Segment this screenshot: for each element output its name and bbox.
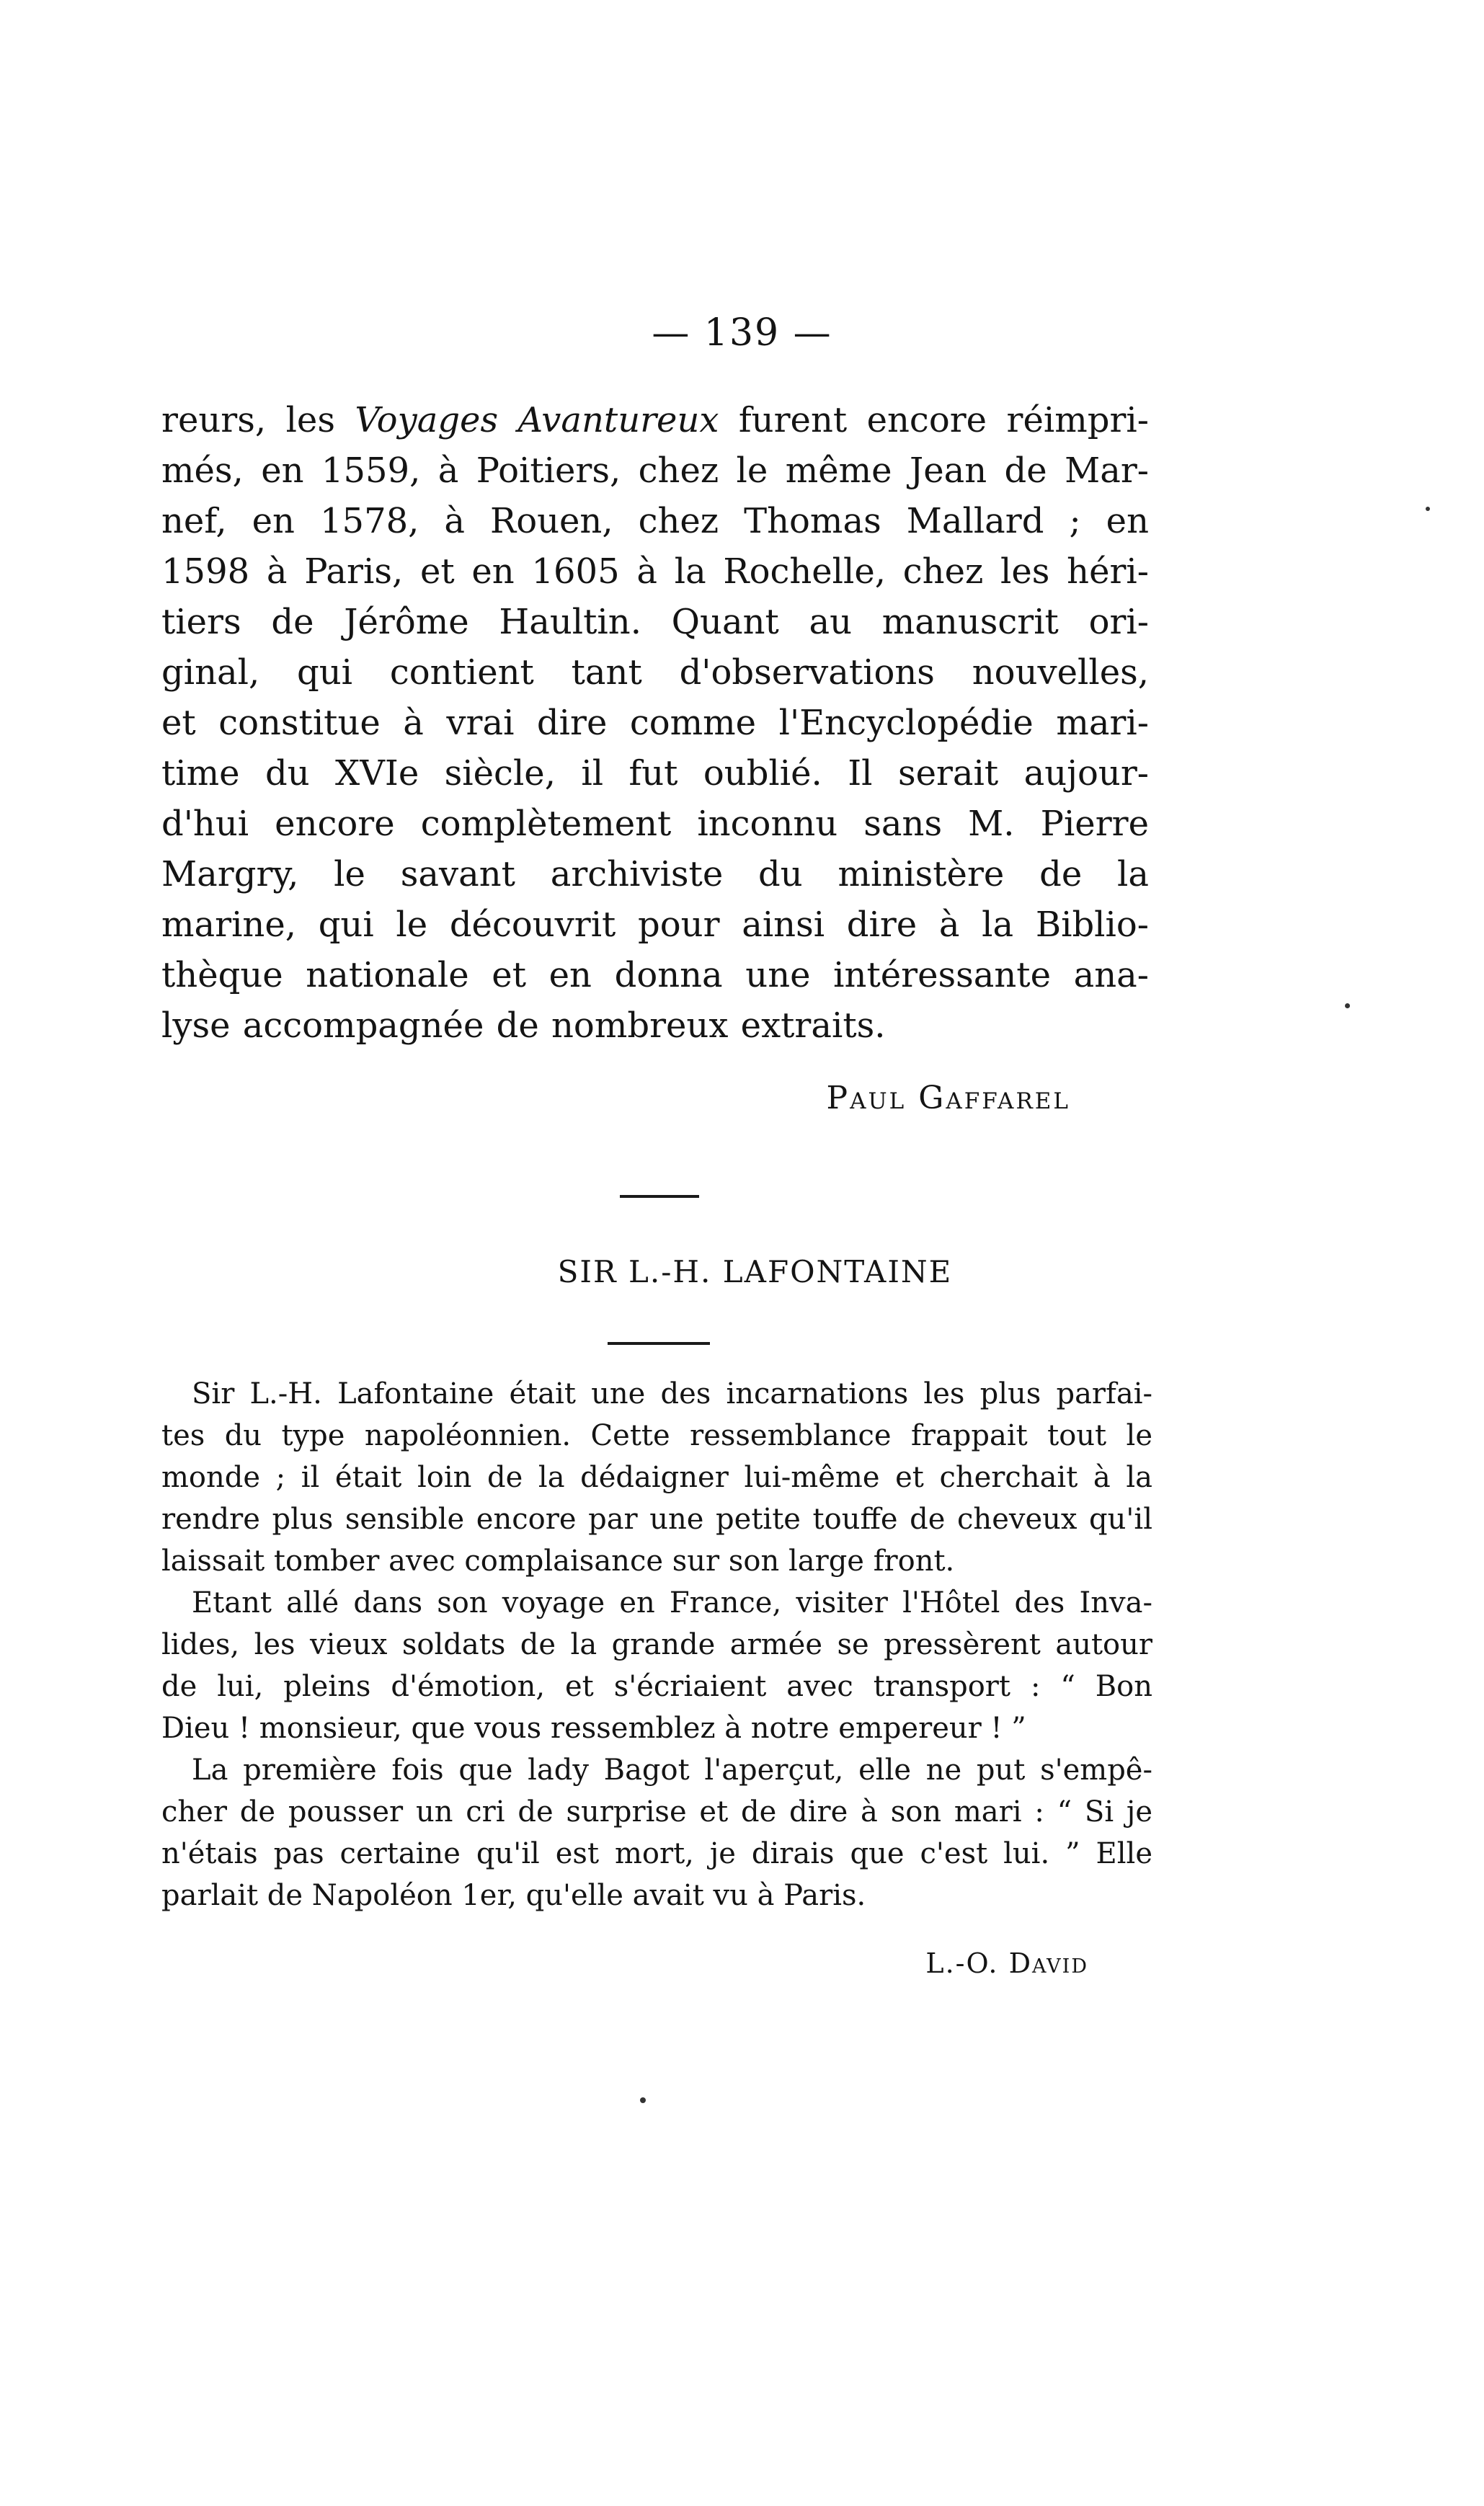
text-line	[161, 395, 1149, 445]
author-signature-david: L.-O. David	[925, 1947, 1088, 1979]
section-divider-bottom	[608, 1342, 710, 1345]
text-line: et constitue à vrai dire comme l'Encyclopédie mari-	[161, 703, 1149, 743]
text-line: La première fois que lady Bagot l'aperçut, elle ne put s'empê-	[192, 1754, 1152, 1787]
text-line: 1598 à Paris, et en 1605 à la Rochelle, chez les héri-	[161, 551, 1149, 592]
scan-speck	[1345, 1003, 1350, 1008]
book-title-italic: Voyages Avantureux	[355, 400, 719, 440]
text-line: Sir L.-H. Lafontaine était une des incarnations les plus parfai-	[192, 1377, 1152, 1410]
text-line: n'étais pas certaine qu'il est mort, je dirais que c'est lui. ” Elle	[161, 1837, 1152, 1870]
text-line: tes du type napoléonnien. Cette ressemblance frappait tout le	[161, 1419, 1152, 1452]
text-line: laissait tomber avec complaisance sur son large front.	[161, 1545, 955, 1578]
text-line: tiers de Jérôme Haultin. Quant au manuscrit ori-	[161, 602, 1149, 642]
scan-speck	[1426, 507, 1430, 511]
text-line: Dieu ! monsieur, que vous ressemblez à notre empereur ! ”	[161, 1712, 1026, 1745]
text-line: marine, qui le découvrit pour ainsi dire à la Biblio-	[161, 905, 1149, 945]
text-line: rendre plus sensible encore par une petite touffe de cheveux qu'il	[161, 1503, 1152, 1536]
text-line: monde ; il était loin de la dédaigner lui-même et cherchait à la	[161, 1461, 1152, 1494]
text-line: Etant allé dans son voyage en France, visiter l'Hôtel des Inva-	[192, 1586, 1152, 1619]
text-line: cher de pousser un cri de surprise et de dire à son mari : “ Si je	[161, 1795, 1152, 1829]
text-line: thèque nationale et en donna une intéressante ana-	[161, 955, 1149, 995]
article-body-lafontaine	[161, 1373, 1152, 1916]
text-line: Margry, le savant archiviste du ministère de la	[161, 854, 1149, 894]
text-segment: reurs, les	[161, 400, 355, 440]
scan-speck	[640, 2097, 646, 2103]
text-line: lides, les vieux soldats de la grande armée se pressèrent autour	[161, 1628, 1152, 1661]
text-segment: furent encore réimpri-	[719, 400, 1149, 440]
text-line: time du XVIe siècle, il fut oublié. Il serait aujour-	[161, 753, 1149, 794]
author-signature-gaffarel: Paul Gaffarel	[826, 1080, 1070, 1116]
text-line: parlait de Napoléon 1er, qu'elle avait vu à Paris.	[161, 1879, 866, 1912]
text-line: més, en 1559, à Poitiers, chez le même Jean de Mar-	[161, 450, 1149, 491]
text-line: d'hui encore complètement inconnu sans M. Pierre	[161, 804, 1149, 844]
text-line: de lui, pleins d'émotion, et s'écriaient avec transport : “ Bon	[161, 1670, 1152, 1703]
text-line: ginal, qui contient tant d'observations nouvelles,	[161, 652, 1149, 693]
text-line: lyse accompagnée de nombreux extraits.	[161, 1005, 886, 1046]
article-body-gaffarel	[161, 395, 1149, 1051]
section-title: SIR L.-H. LAFONTAINE	[557, 1254, 953, 1289]
text-line: nef, en 1578, à Rouen, chez Thomas Mallard ; en	[161, 501, 1149, 541]
section-divider-top	[620, 1195, 699, 1198]
page-number: — 139 —	[652, 311, 832, 355]
